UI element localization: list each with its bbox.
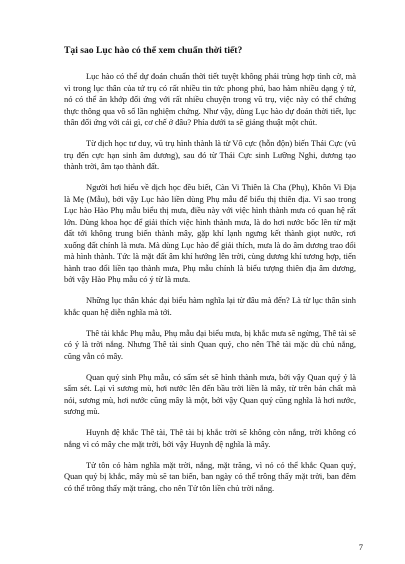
paragraph: Từ dịch học tư duy, vũ trụ hình thành là từ Vô cực (hỗn độn) biến Thái Cực (vũ trụ đến cực hạn sinh âm dương), sau đó từ Thái Cực sinh Lưỡng Nghi, dương tạo thành trời, âm tạo thành đất.: [64, 138, 356, 171]
paragraph: Người hơi hiểu về dịch học đều biết, Càn Vi Thiên là Cha (Phụ), Khôn Vi Địa là Mẹ (Mẫu), bởi vậy Lục hào liền dùng Phụ mẫu để biểu thị thiên địa. Vì sao trong Lục hào Hào Phụ mẫu biểu thị mưa, điều này với việc hình thành mưa có quan hệ rất lớn. Dùng khoa học để giải thích việc hình thành mưa, là do hơi nước bốc lên từ mặt đất tới không trung biến thành mây, gặp khí lạnh ngưng kết thành giọt nước, rơi xuống đất chính là mưa. Mà dùng Lục hào để giải thích, mưa là do âm dương trao đổi mà hình thành. Tức là mặt đất âm khí hướng lên trời, cùng dương khí tương hợp, tiến hành trao đổi liền tạo thành mưa, Phụ mẫu chính là biểu tượng thiên địa âm dương, bởi vậy Hào Phụ mẫu có ý từ là mưa.: [64, 182, 356, 284]
paragraph: Quan quỷ sinh Phụ mẫu, có sấm sét sẽ hình thành mưa, bởi vậy Quan quỷ ý là sấm sét. Lại vì sương mù, hơi nước lên đến bầu trời liền là mây, từ trên bản chất mà nói, sương mù, hơi nước cũng mây là một, bởi vậy Quan quỷ cũng nghĩa là hơi nước, sương mù.: [64, 371, 356, 416]
page-number: 7: [358, 542, 363, 552]
paragraph: Những lục thân khác đại biểu hàm nghĩa lại từ đâu mà đến? Là từ lục thân sinh khắc quan hệ diễn nghĩa mà tới.: [64, 295, 356, 317]
document-page: [64, 44, 356, 504]
paragraph: Thê tài khắc Phụ mẫu, Phụ mẫu đại biểu mưa, bị khắc mưa sẽ ngừng, Thê tài sẽ có ý là trời nắng. Nhưng Thê tài sinh Quan quỷ, cho nên Thê tài mặc dù chủ nắng, cũng vẫn có mây.: [64, 327, 356, 361]
paragraph: Tử tôn có hàm nghĩa mặt trời, nắng, mặt trăng, vì nó có thể khắc Quan quỷ, Quan quỷ bị khắc, mây mù sẽ tan biến, ban ngày có thể trông thấy mặt trời, ban đêm có thể trông thấy mặt trăng, cho nên Tử tôn liền chủ trời nắng.: [64, 459, 356, 493]
paragraph: Huynh đệ khắc Thê tài, Thê tài bị khắc trời sẽ không còn nắng, trời không có nắng vì có mây che mặt trời, bởi vậy Huynh đệ nghĩa là mây.: [64, 427, 356, 449]
paragraph: Lục hào có thể dự đoán chuẩn thời tiết tuyệt không phải trùng hợp tình cờ, mà vì trong lục thân của tứ trụ có rất nhiều tin tức phong phú, bao hàm nhiều dạng ý tứ, nó có thể ăn khớp đối ứng với rất nhiều chuyện trong vũ trụ, việc này có thể chứng thực thông qua vô số lần nghiệm chứng. Như vậy, dùng Lục hào dự đoán thời tiết, lục thân đối ứng với cái gì, cơ chế ở đâu? Phía dưới ta sẽ giảng thuật một chút.: [64, 71, 356, 127]
article-title: Tại sao Lục hào có thể xem chuẩn thời tiết?: [64, 45, 243, 56]
